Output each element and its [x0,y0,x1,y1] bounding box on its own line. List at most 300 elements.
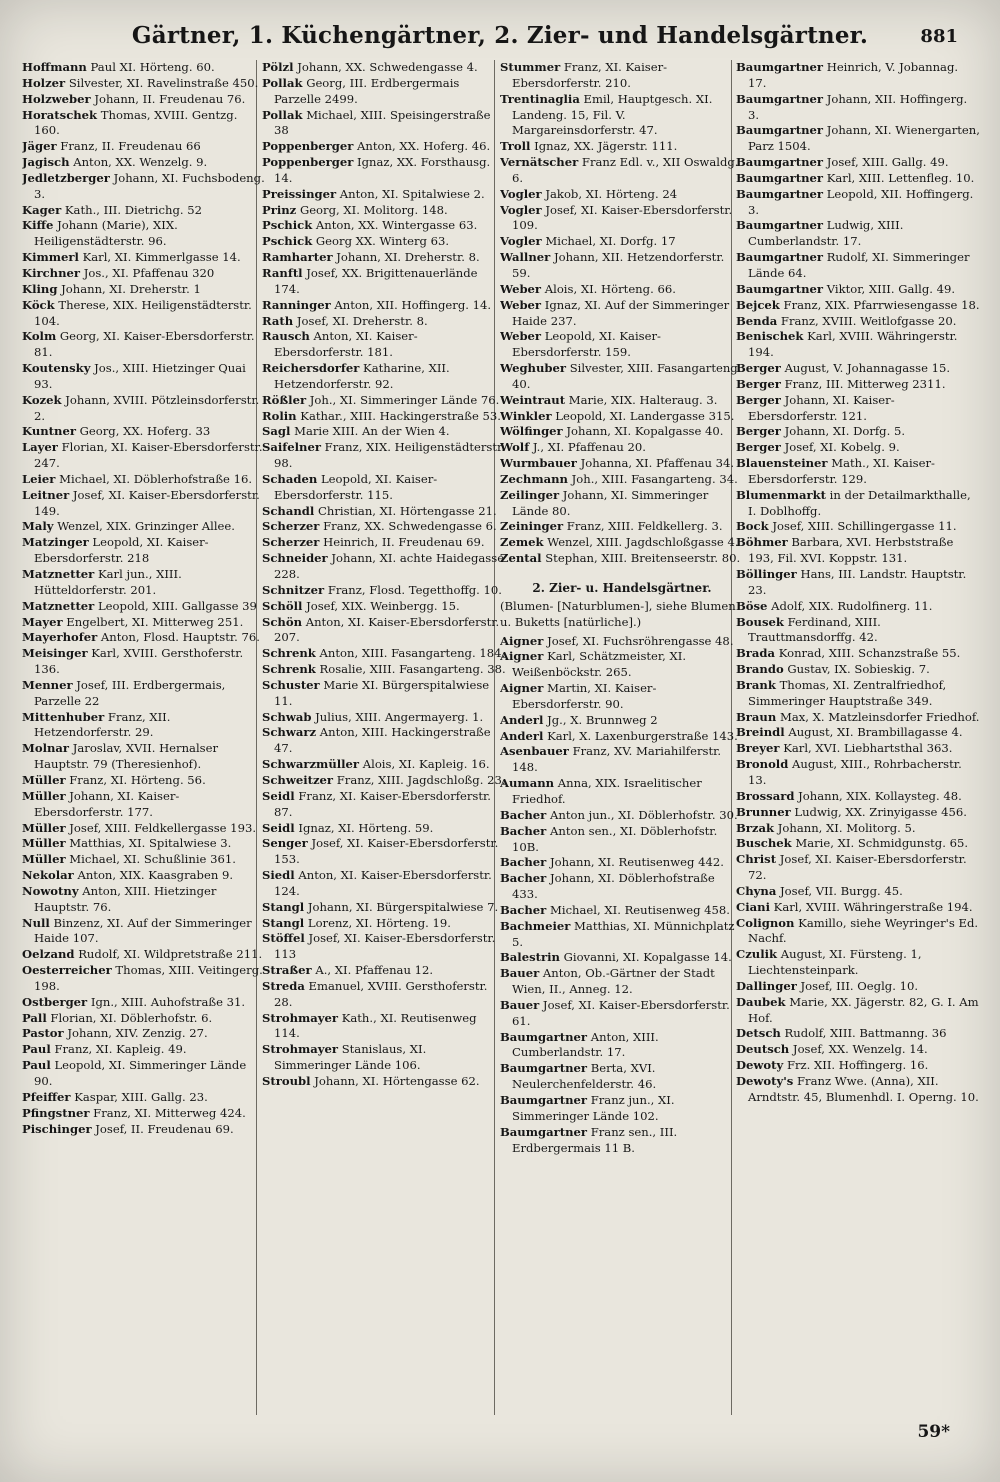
directory-entry [22,171,266,203]
directory-entry [262,298,506,314]
directory-entry [736,725,980,741]
entry-details: Emanuel, XVIII. Gersthoferstr. 28. [274,978,488,1009]
entry-details: Anton, XI. Kaiser-Ebersdorferstr. 181. [274,329,418,360]
entry-name: Oesterreicher [22,963,112,978]
entry-name: Pastor [22,1026,64,1041]
directory-entry [262,599,506,615]
entry-details: Josef, III. Erdbergermais, Parzelle 22 [34,677,226,708]
entry-details: Karl, XVIII. Währingerstr. 194. [748,329,958,360]
directory-entry [500,950,744,966]
directory-entry [736,741,980,757]
entry-details: Michael, XI. Schußlinie 361. [69,852,236,867]
entry-details: August, XI. Fürsteng. 1, Liechtensteinpark. [748,947,922,978]
entry-details: Martin, XI. Kaiser-Ebersdorferstr. 90. [512,681,657,711]
directory-entry [500,298,744,330]
directory-entry [262,1011,506,1043]
entry-details: Johann (Marie), XIX. Heiligenstädterstr. 96. [34,218,178,249]
directory-entry [262,789,506,821]
entry-name: Bejcek [736,297,780,312]
entry-name: Böllinger [736,567,797,581]
directory-entry [262,472,506,504]
entry-name: Mittenhuber [22,709,105,724]
entry-name: Stangl [262,915,305,930]
directory-entry [736,92,980,124]
entry-name: Pall [22,1010,47,1025]
entry-name: Schneider [262,551,328,566]
entry-details: Josef, VII. Burgg. 45. [780,883,903,898]
entry-details: Anton, XX. Hoferg. 46. [357,139,491,154]
entry-name: Meisinger [22,646,88,661]
page-number: 881 [920,26,958,47]
entry-name: Colignon [736,915,795,930]
entry-details: Franz, XV. Mariahilferstr. 148. [512,744,722,775]
entry-name: Leier [22,471,56,486]
directory-entry [500,329,744,361]
entry-details: Johann, XI. Kaiser-Ebersdorferstr. 177. [34,788,180,819]
entry-details: A., XI. Pfaffenau 12. [315,963,434,978]
entry-name: Brzak [736,820,775,835]
directory-entry [736,1026,980,1042]
entry-name: Sagl [262,424,291,439]
entry-name: Pollak [262,107,303,122]
directory-entry [262,440,506,472]
section-heading: 2. Zier- u. Handelsgärtner. [532,581,712,595]
entry-name: Strohmayer [262,1010,338,1025]
directory-entry [262,155,506,187]
entry-details: Johann, XI. Hörtengasse 62. [314,1074,480,1088]
directory-entry [262,551,506,583]
entry-details: Johann, XI. Simmeringer Lände 80. [512,487,709,518]
entry-name: Bacher [500,902,547,917]
entry-name: Brossard [736,788,795,803]
directory-entry [500,187,744,203]
entry-name: Menner [22,677,73,692]
directory-entry [22,519,266,535]
entry-name: Berger [736,361,781,376]
entry-details: Georg, XX. Hoferg. 33 [79,424,211,439]
entry-name: Anderl [500,728,544,743]
directory-entry [500,903,744,919]
entry-name: Brank [736,677,776,692]
directory-entry [22,1042,266,1058]
directory-entry [22,884,266,916]
directory-entry [22,218,266,250]
directory-entry [22,1122,266,1138]
entry-details: Karl, XI. Kimmerlgasse 14. [82,250,241,265]
directory-entry [500,203,744,235]
directory-entry [736,155,980,171]
entry-name: Vogler [500,234,542,249]
entry-name: Jäger [22,139,57,154]
entry-name: Poppenberger [262,155,354,170]
directory-entry [500,919,744,951]
entry-name: Baumgartner [500,1061,588,1076]
entry-name: Dewoty [736,1058,784,1073]
directory-entry [262,535,506,551]
entry-name: Mayerhofer [22,630,98,645]
entry-name: Molnar [22,741,70,756]
entry-details: Johann, XIV. Zenzig. 27. [67,1026,208,1041]
entry-details: Josef, XIII. Schillingergasse 11. [772,519,957,534]
directory-entry [262,662,506,678]
entry-details: Viktor, XIII. Gallg. 49. [826,281,956,296]
entry-details: Alois, XI. Hörteng. 66. [544,281,676,296]
entry-details: Johann, XI. Molitorg. 5. [777,820,916,835]
entry-name: Saifelner [262,440,321,455]
entry-details: Ign., XIII. Auhofstraße 31. [90,994,246,1009]
entry-details: Katharine, XII. Hetzendorferstr. 92. [274,361,450,391]
entry-name: Rößler [262,392,307,407]
directory-entry [22,868,266,884]
directory-entry [500,824,744,856]
directory-entry [500,234,744,250]
entry-details: Jakob, XI. Hörteng. 24 [545,186,678,201]
entry-name: Stangl [262,899,305,914]
entry-name: Breyer [736,741,780,756]
entry-name: Bauer [500,966,540,981]
directory-entry [22,440,266,472]
directory-entry [736,1058,980,1074]
directory-entry [736,250,980,282]
entry-name: Zeilinger [500,487,560,502]
directory-entry [22,424,266,440]
entry-name: Jagisch [22,155,70,170]
directory-entry [262,314,506,330]
directory-entry [736,187,980,219]
entry-name: Senger [262,836,308,851]
entry-details: Johann, XI. Dreherstr. 1 [61,281,201,296]
entry-details: August, XI. Brambillagasse 4. [788,725,963,740]
entry-name: Kimmerl [22,250,79,265]
directory-entry [22,535,266,567]
entry-name: Bacher [500,823,547,838]
directory-entry [22,789,266,821]
entry-details: Ferdinand, XIII. Trauttmansdorffg. 42. [748,614,881,645]
directory-entry [22,773,266,789]
entry-name: Holzweber [22,91,91,106]
directory-entry [500,535,744,551]
entry-details: Anton jun., XI. Döblerhofstr. 30. [549,807,738,822]
directory-entry [500,871,744,903]
directory-entry [22,298,266,330]
entry-name: Müller [22,788,66,803]
entry-name: Baumgartner [736,250,824,265]
entry-name: Baumgartner [736,155,824,170]
entry-details: Anton, XIII. Hietzinger Hauptstr. 76. [34,883,217,914]
entry-name: Müller [22,852,66,867]
entry-name: Wolf [500,440,530,455]
directory-entry [500,998,744,1030]
entry-name: Zeininger [500,519,564,534]
directory-entry [22,741,266,773]
entry-details: Marie, XIX. Halteraug. 3. [568,392,718,407]
directory-entry [736,456,980,488]
entry-details: Franz, XVIII. Weitlofgasse 20. [780,313,957,328]
entry-name: Poppenberger [262,139,354,154]
entry-name: Streda [262,978,305,993]
directory-entry [262,76,506,108]
entry-details: Josef, XI. Kaiser-Ebersdorferstr. 113 [274,931,496,962]
entry-name: Kiffe [22,218,54,233]
directory-entry [736,916,980,948]
entry-details: Rudolf, XIII. Battmanng. 36 [784,1026,947,1041]
directory-entry [22,361,266,393]
entry-name: Aigner [500,649,544,664]
entry-name: Blauensteiner [736,456,828,471]
entry-details: Franz, XIX. Pfarrwiesengasse 18. [783,297,980,312]
entry-name: Bousek [736,614,784,629]
directory-entry [22,916,266,948]
directory-entry [22,92,266,108]
directory-entry [500,1030,744,1062]
entry-name: Berger [736,376,781,391]
entry-details: Karl jun., XIII. Hütteldorferstr. 201. [34,567,182,597]
directory-entry [22,393,266,425]
entry-details: Leopold, XI. Kaiser-Ebersdorferstr. 218 [34,535,209,566]
entry-details: Franz, XI. Kaiser-Ebersdorferstr. 210. [512,60,668,90]
entry-details: Anton, XIX. Kaasgraben 9. [77,868,234,883]
directory-entry [736,662,980,678]
entry-details: Josef, XI. Dreherstr. 8. [296,313,428,328]
entry-name: Breindl [736,725,785,740]
entry-name: Seidl [262,788,295,803]
directory-entry [736,884,980,900]
entry-details: Matthias, XI. Münnichplatz 5. [512,918,735,949]
entry-details: Josef, XI. Kaiser-Ebersdorferstr. 109. [512,202,733,233]
directory-entry [262,329,506,361]
directory-entry [500,729,744,745]
entry-details: Michael, XIII. Speisingerstraße 38 [274,107,491,138]
entry-details: Franz, Flosd. Tegetthoffg. 10. [327,582,502,597]
entry-details: Anton sen., XI. Döblerhofstr. 10B. [512,823,718,854]
entry-name: Kolm [22,329,57,344]
entry-name: Brando [736,662,784,677]
directory-entry [736,852,980,884]
entry-details: Franz Wwe. (Anna), XII. Arndtstr. 45, Blumenhdl. I. Operng. 10. [748,1074,979,1104]
entry-details: Franz, XX. Schwedengasse 6. [323,519,497,534]
entry-details: Franz, XI. Kapleig. 49. [54,1042,187,1057]
entry-name: Seidl [262,820,295,835]
entry-name: Horatschek [22,107,98,122]
entry-name: Matznetter [22,598,95,613]
directory-entry [736,424,980,440]
directory-entry [22,963,266,995]
entry-details: Christian, XI. Hörtengasse 21. [318,503,497,518]
entry-details: Johann, XIX. Kollaysteg. 48. [798,788,962,803]
directory-entry [736,646,980,662]
entry-details: Anton, Ob.-Gärtner der Stadt Wien, II., Anneg. 12. [512,966,715,997]
entry-details: Franz sen., III. Erdbergermais 11 B. [512,1124,678,1155]
entry-details: Johann, XI. Dorfg. 5. [784,424,906,439]
entry-details: Jos., XIII. Hietzinger Quai 93. [34,361,246,391]
directory-entry [500,155,744,187]
directory-entry [736,377,980,393]
entry-name: Koutensky [22,361,91,376]
entry-details: Rudolf, XI. Wildpretstraße 211. [78,947,263,962]
entry-name: Baumgartner [736,170,824,185]
directory-entry [736,393,980,425]
directory-entry [736,361,980,377]
entry-details: Karl, XVIII. Währingerstraße 194. [773,899,973,914]
entry-name: Paul [22,1058,51,1073]
entry-details: Leopold, XII. Hoffingerg. 3. [748,186,974,217]
entry-name: Holzer [22,75,66,90]
entry-name: Matznetter [22,567,95,581]
entry-details: Josef, XI. Kobelg. 9. [784,440,900,455]
entry-name: Troll [500,139,531,154]
directory-entry [736,171,980,187]
directory-entry [736,979,980,995]
entry-details: Franz, XIX. Heiligenstädterstr. 98. [274,440,505,471]
directory-entry [22,567,266,599]
directory-entry [262,424,506,440]
entry-details: Franz, XIII. Feldkellerg. 3. [566,519,723,534]
entry-name: Ranftl [262,265,303,280]
entry-details: Marie XIII. An der Wien 4. [294,424,450,439]
entry-details: August, XIII., Rohrbacherstr. 13. [748,757,962,787]
entry-details: Josef, XI. Kaiser-Ebersdorferstr. 72. [748,852,967,883]
entry-details: Josef, XI. Kaiser-Ebersdorferstr. 61. [512,997,730,1028]
directory-entry [736,615,980,647]
directory-entry [736,123,980,155]
directory-entry [736,488,980,520]
entry-details: Kath., III. Dietrichg. 52 [64,202,203,217]
directory-entry [500,139,744,155]
entry-details: Karl, Schätzmeister, XI. Weißenböckstr. 265. [512,649,687,680]
entry-details: Paul XI. Hörteng. 60. [90,60,215,74]
directory-entry [736,947,980,979]
entry-details: Josef, XX. Wenzelg. 14. [792,1042,928,1057]
directory-entry [262,218,506,234]
entry-details: Adolf, XIX. Rudolfinerg. 11. [771,598,933,613]
entry-name: Schrenk [262,662,316,677]
directory-entry [736,218,980,250]
directory-entry [500,649,744,681]
directory-entry [500,1061,744,1093]
entry-details: Jaroslav, XVII. Hernalser Hauptstr. 79 (Theresienhof). [34,741,219,772]
directory-entry [736,710,980,726]
entry-details: Johann, XI. Döblerhofstraße 433. [512,871,715,902]
entry-details: Josef, XX. Brigittenauerlände 174. [274,265,478,296]
entry-name: Baumgartner [500,1124,588,1139]
entry-details: Johann, XX. Schwedengasse 4. [297,60,478,74]
directory-entry [500,440,744,456]
entry-details: Johann, XI. Dreherstr. 8. [336,250,480,265]
entry-name: Schwab [262,709,312,724]
entry-name: Winkler [500,408,552,423]
entry-name: Deutsch [736,1042,790,1057]
directory-entry [736,282,980,298]
entry-name: Daubek [736,994,786,1009]
entry-name: Straßer [262,963,312,978]
entry-name: Baumgartner [500,1093,588,1107]
entry-details: Johann, XII. Hoffingerg. 3. [748,91,968,122]
entry-details: Binzenz, XI. Auf der Simmeringer Haide 107. [34,915,252,946]
entry-details: Silvester, XI. Ravelinstraße 450. [68,75,259,90]
directory-entry [262,187,506,203]
directory-entry [22,710,266,742]
entry-details: Marie, XI. Schmidgunstg. 65. [795,836,969,851]
section-note: (Blumen- [Naturblumen-], siehe Blumen u. Buketts [natürliche].) [500,598,736,629]
entry-name: Detsch [736,1026,781,1041]
entry-name: Dewoty's [736,1074,794,1088]
entry-details: Stanislaus, XI. Simmeringer Lände 106. [274,1042,427,1073]
directory-entry [262,963,506,979]
entry-details: Karl, XIII. Lettenfleg. 10. [826,170,975,185]
entry-name: Weber [500,329,542,344]
entry-details: Josef, XIX. Weinbergg. 15. [306,598,460,613]
directory-entry [500,456,744,472]
directory-entry [736,805,980,821]
entry-name: Rausch [262,329,310,344]
entry-details: Therese, XIX. Heiligenstädterstr. 104. [34,297,252,328]
entry-name: Müller [22,772,66,787]
entry-name: Berger [736,424,781,439]
directory-entry [262,773,506,789]
directory-entry [500,855,744,871]
entry-name: Pfingstner [22,1105,90,1120]
entry-details: Ignaz, XI. Auf der Simmeringer Haide 237. [512,297,730,328]
entry-details: Franz, XI. Kaiser-Ebersdorferstr. 87. [274,788,491,819]
entry-name: Bauer [500,997,540,1012]
directory-entry [736,599,980,615]
entry-details: Anton, XI. Kaiser-Ebersdorferstr. 207. [274,614,500,645]
entry-details: Leopold, XI. Kaiser-Ebersdorferstr. 115. [274,471,438,502]
directory-entry [262,1074,506,1090]
directory-entry [500,409,744,425]
directory-entry [736,519,980,535]
entry-name: Trentinaglia [500,91,580,106]
entry-details: Kathar., XIII. Hackingerstraße 53. [300,408,501,423]
entry-name: Ramharter [262,250,333,265]
entry-details: Franz, XIII. Jagdschloßg. 23. [336,772,506,787]
entry-details: Matthias, XI. Spitalwiese 3. [69,836,232,851]
entry-details: Johann, XI. Kaiser-Ebersdorferstr. 121. [748,392,895,423]
directory-entry [262,678,506,710]
entry-details: Berta, XVI. Neulerchenfelderstr. 46. [512,1061,657,1092]
entry-details: Marie, XX. Jägerstr. 82, G. I. Am Hof. [748,994,979,1025]
entry-details: Josef, III. Oeglg. 10. [800,978,919,993]
directory-entry [500,1093,744,1125]
entry-details: Johann, XI. Reutisenweg 442. [549,855,724,870]
directory-entry [500,634,744,650]
entry-name: Ostberger [22,994,88,1009]
entry-details: Karl, XVI. Liebhartsthal 363. [783,741,953,756]
directory-entry [262,868,506,900]
directory-entry [262,646,506,662]
entry-details: Anton, Flosd. Hauptstr. 76. [100,630,260,645]
directory-entry [22,630,266,646]
entry-name: Pschick [262,218,313,233]
entry-name: Köck [22,297,55,312]
entry-details: Leopold, XI. Landergasse 315. [555,408,735,423]
entry-name: Schrenk [262,646,316,661]
entry-name: Wölfinger [500,424,563,439]
directory-entry [500,808,744,824]
entry-details: Anton, XI. Kaiser-Ebersdorferstr. 124. [274,868,492,898]
entry-details: Karl, XVIII. Gersthoferstr. 136. [34,646,244,677]
entry-details: Anton, XI. Spitalwiese 2. [339,186,485,201]
entry-details: Johanna, XI. Pfaffenau 34. [580,456,735,471]
entry-details: Wenzel, XIX. Grinzinger Allee. [57,519,235,534]
entry-name: Schuster [262,677,320,692]
entry-details: in der Detailmarkthalle, I. Doblhoffg. [748,487,971,518]
directory-entry [500,776,744,808]
entry-name: Prinz [262,202,297,217]
directory-entry [262,583,506,599]
entry-details: Thomas, XIII. Veitingerg. 198. [34,963,263,993]
entry-name: Pölzl [262,60,294,74]
